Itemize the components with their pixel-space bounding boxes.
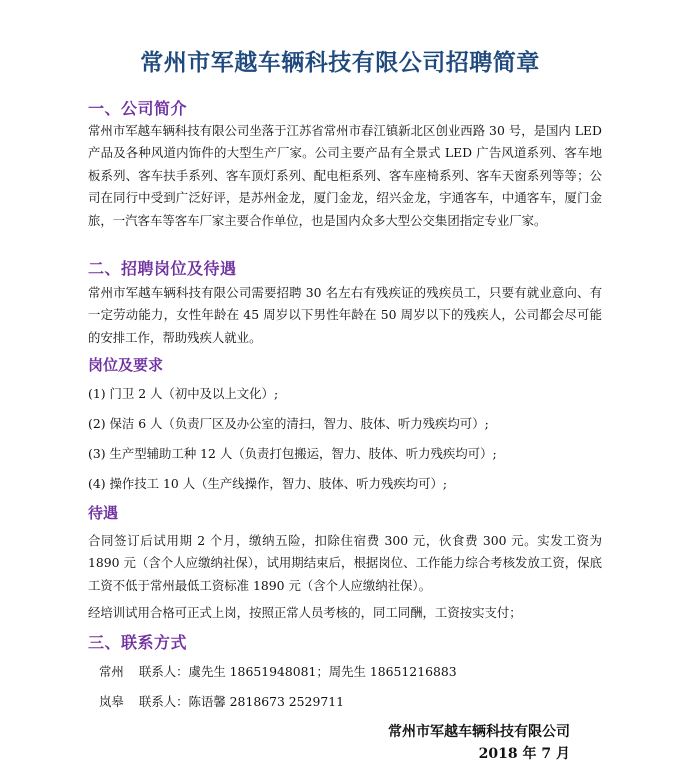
subheading-benefits: 待遇 (88, 504, 119, 522)
section-heading-contact: 三、联系方式 (88, 633, 188, 652)
company-intro-paragraph: 常州市军越车辆科技有限公司坐落于江苏省常州市春江镇新北区创业西路 30 号，是国内 LED 产品及各种风道内饰件的大型生产厂家。公司主要产品有全景式 LED 广告风道系列、客车地板系列、客车扶手系列、客车顶灯系列、配电柜系列、客车座椅系列、客车天窗系列等等；公司在同行中受到广泛好评，是苏州金龙，厦门金龙，绍兴金龙，宇通客车，中通客车，厦门金旅，一汽客车等客车厂家主要合作单位，也是国内众多大型公交集团指定专业厂家。 (88, 123, 602, 228)
document-title: 常州市军越车辆科技有限公司招聘简章 (140, 50, 540, 76)
position-item-1: (1) 门卫 2 人（初中及以上文化）; (88, 386, 279, 401)
position-item-3: (3) 生产型辅助工种 12 人（负责打包搬运，智力、肢体、听力残疾均可）; (88, 446, 497, 461)
section-heading-positions-benefits: 二、招聘岗位及待遇 (88, 259, 237, 278)
benefits-paragraph: 合同签订后试用期 2 个月，缴纳五险，扣除住宿费 300 元，伙食费 300 元。实发工资为 1890 元（含个人应缴纳社保），试用期结束后，根据岗位、工作能力综合考核发放工资，保底工资不低于常州最低工资标准 1890 元（含个人应缴纳社保）。 (88, 533, 602, 593)
contact-row-changzhou (99, 662, 457, 682)
position-item-2: (2) 保洁 6 人（负责厂区及办公室的清扫，智力、肢体、听力残疾均可）; (88, 416, 489, 431)
benefits-note: 经培训试用合格可正式上岗，按照正常人员考核的，同工同酬，工资按实支付； (88, 605, 522, 620)
contact-details: 联系人：陈语馨 2818673 2529711 (139, 694, 344, 709)
footer-date: 2018 年 7 月 (478, 746, 570, 762)
contact-city: 岚皋 (99, 694, 124, 709)
footer-company-name: 常州市军越车辆科技有限公司 (388, 724, 570, 740)
position-item-4: (4) 操作技工 10 人（生产线操作，智力、肢体、听力残疾均可）; (88, 476, 448, 491)
section-heading-company-intro: 一、公司简介 (88, 99, 188, 118)
recruitment-paragraph: 常州市军越车辆科技有限公司需要招聘 30 名左右有残疾证的残疾员工，只要有就业意向、有一定劳动能力，女性年龄在 45 周岁以下男性年龄在 50 周岁以下的残疾人，公司都会尽可能的安排工作，帮助残疾人就业。 (88, 285, 602, 345)
contact-city: 常州 (99, 664, 124, 679)
subheading-positions: 岗位及要求 (88, 356, 164, 374)
contact-row-langao (99, 692, 344, 712)
contact-details: 联系人：虞先生 18651948081；周先生 18651216883 (139, 664, 457, 679)
